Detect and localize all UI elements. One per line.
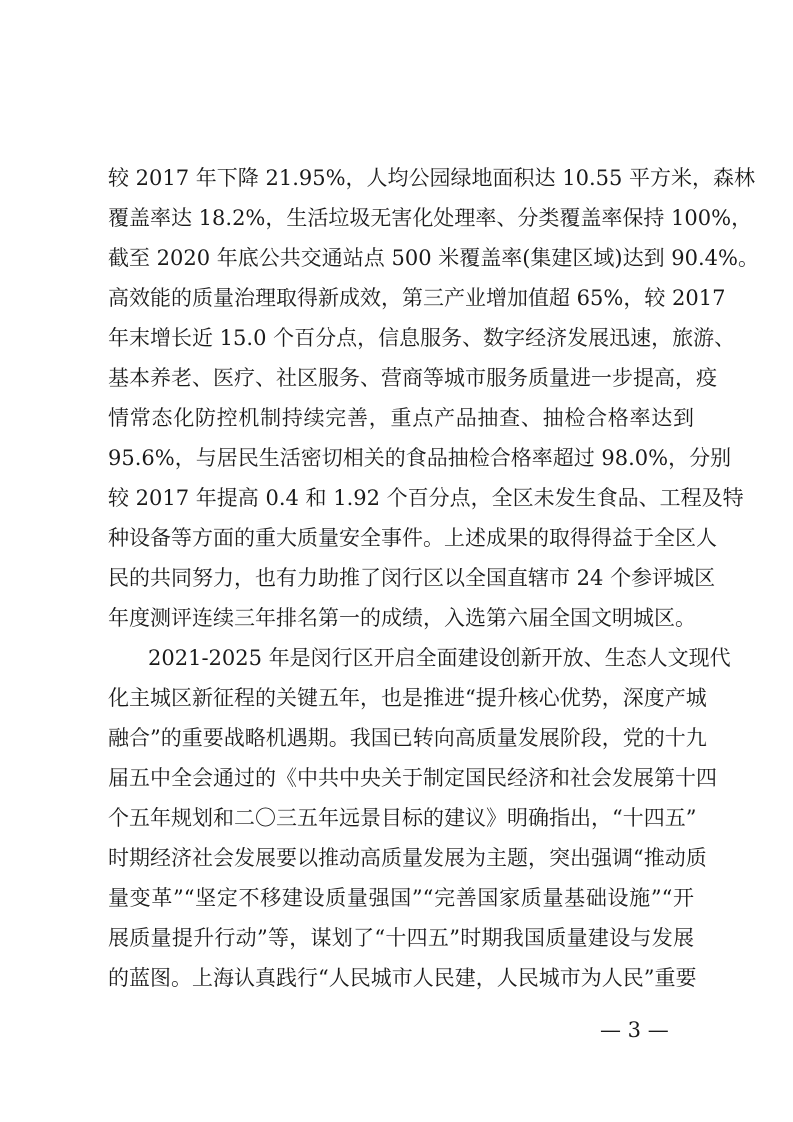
text-line: 年末增长近 15.0 个百分点，信息服务、数字经济发展迅速，旅游、: [108, 326, 736, 350]
text-line: 融合”的重要战略机遇期。我国已转向高质量发展阶段，党的十九: [108, 726, 707, 750]
text-line: 民的共同努力，也有力助推了闵行区以全国直辖市 24 个参评城区: [108, 566, 716, 590]
text-line: 种设备等方面的重大质量安全事件。上述成果的取得得益于全区人: [108, 526, 717, 550]
text-line: 个五年规划和二〇三五年远景目标的建议》明确指出，“十四五”: [108, 806, 697, 830]
text-line: 量变革”“坚定不移建设质量强国”“完善国家质量基础设施”“开: [108, 886, 694, 910]
text-line: 覆盖率达 18.2%，生活垃圾无害化处理率、分类覆盖率保持 100%，: [108, 206, 753, 230]
text-line: 95.6%，与居民生活密切相关的食品抽检合格率超过 98.0%，分别: [108, 446, 732, 470]
text-line: 化主城区新征程的关键五年，也是推进“提升核心优势，深度产城: [108, 686, 707, 710]
text-line: 较 2017 年下降 21.95%，人均公园绿地面积达 10.55 平方米，森林: [108, 166, 756, 190]
page-number: — 3 —: [600, 1018, 669, 1042]
text-line: 年度测评连续三年排名第一的成绩，入选第六届全国文明城区。: [108, 606, 696, 630]
text-line: 截至 2020 年底公共交通站点 500 米覆盖率(集建区域)达到 90.4%。: [108, 246, 759, 270]
text-line: 时期经济社会发展要以推动高质量发展为主题，突出强调“推动质: [108, 846, 707, 870]
paragraph-first-line: 2021-2025 年是闵行区开启全面建设创新开放、生态人文现代: [148, 646, 731, 670]
text-line: 情常态化防控机制持续完善，重点产品抽查、抽检合格率达到: [108, 406, 694, 430]
text-line: 届五中全会通过的《中共中央关于制定国民经济和社会发展第十四: [108, 766, 717, 790]
text-line: 基本养老、医疗、社区服务、营商等城市服务质量进一步提高，疫: [108, 366, 717, 390]
text-line: 的蓝图。上海认真践行“人民城市人民建，人民城市为人民”重要: [108, 966, 697, 990]
text-line: 高效能的质量治理取得新成效，第三产业增加值超 65%，较 2017: [108, 286, 726, 310]
text-line: 展质量提升行动”等，谋划了“十四五”时期我国质量建设与发展: [108, 926, 694, 950]
text-line: 较 2017 年提高 0.4 和 1.92 个百分点，全区未发生食品、工程及特: [108, 486, 744, 510]
